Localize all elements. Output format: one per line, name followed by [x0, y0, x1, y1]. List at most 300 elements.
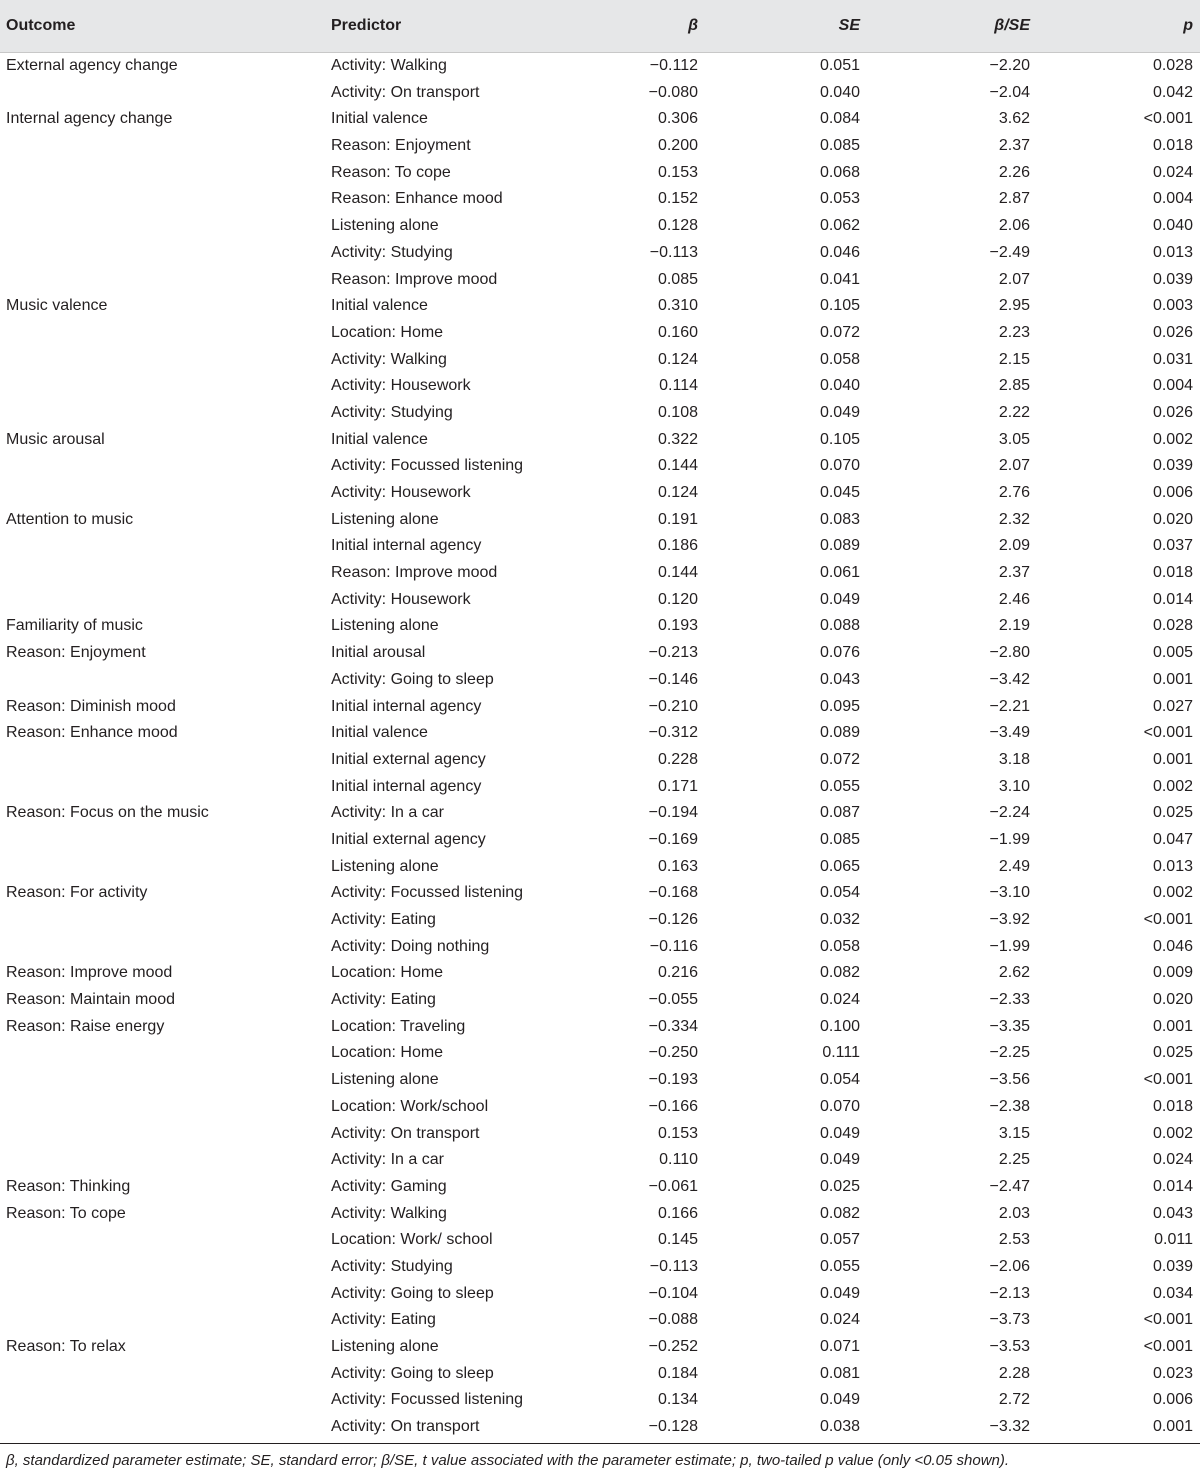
cell-se: 0.055	[819, 777, 860, 795]
cell-p-value: 0.027	[1152, 697, 1193, 715]
cell-t-value: 3.18	[998, 750, 1030, 768]
cell-p-value: 0.039	[1152, 457, 1193, 475]
cell-p-value: 0.001	[1152, 670, 1193, 688]
table-row	[0, 587, 1200, 614]
cell-predictor: Listening alone	[331, 1338, 439, 1355]
cell-p-value: <0.001	[1143, 1338, 1193, 1355]
table-row	[0, 186, 1200, 213]
cell-beta: −0.252	[648, 1338, 698, 1355]
cell-predictor: Location: Work/school	[331, 1097, 489, 1115]
cell-se: 0.038	[819, 1418, 860, 1436]
cell-t-value: 2.26	[998, 163, 1030, 181]
cell-p-value: 0.023	[1152, 1364, 1193, 1382]
header-beta: β	[688, 17, 698, 34]
cell-outcome: Reason: For activity	[6, 884, 148, 902]
table-row	[0, 53, 1200, 80]
cell-p-value: 0.002	[1152, 777, 1193, 795]
cell-t-value: 3.15	[998, 1124, 1030, 1142]
cell-p-value: 0.001	[1152, 1418, 1193, 1436]
header-p-value: p	[1183, 17, 1193, 34]
cell-beta: 0.114	[659, 377, 698, 395]
cell-t-value: 2.87	[998, 190, 1030, 208]
cell-t-value: −3.56	[989, 1071, 1030, 1089]
cell-se: 0.082	[819, 964, 860, 982]
table-row	[0, 80, 1200, 107]
cell-predictor: Initial arousal	[331, 644, 426, 662]
cell-p-value: 0.034	[1152, 1284, 1193, 1302]
cell-se: 0.045	[819, 484, 860, 501]
cell-predictor: Activity: Going to sleep	[331, 1284, 494, 1302]
cell-predictor: Listening alone	[331, 1071, 439, 1089]
cell-t-value: −2.21	[989, 697, 1030, 715]
table-row	[0, 453, 1200, 480]
cell-predictor: Activity: Eating	[331, 911, 436, 928]
table-row	[0, 694, 1200, 721]
cell-t-value: 2.07	[998, 270, 1030, 288]
cell-p-value: 0.026	[1152, 403, 1193, 421]
cell-beta: 0.193	[657, 617, 698, 635]
table-row	[0, 160, 1200, 187]
cell-se: 0.105	[819, 297, 860, 315]
cell-t-value: −2.25	[989, 1044, 1030, 1062]
table-row	[0, 480, 1200, 507]
cell-t-value: −1.99	[989, 830, 1030, 848]
table-row	[0, 827, 1200, 854]
cell-t-value: −3.49	[989, 724, 1030, 742]
cell-beta: −0.166	[648, 1097, 698, 1115]
table-row	[0, 560, 1200, 587]
table-row	[0, 880, 1200, 907]
cell-beta: −0.213	[648, 644, 698, 662]
cell-beta: −0.112	[649, 57, 698, 74]
cell-se: 0.100	[819, 1017, 860, 1035]
cell-outcome: External agency change	[6, 57, 178, 74]
cell-t-value: 2.06	[998, 217, 1030, 235]
cell-beta: −0.210	[648, 697, 698, 715]
cell-predictor: Listening alone	[331, 217, 439, 235]
cell-p-value: 0.025	[1152, 1044, 1193, 1062]
cell-beta: 0.310	[657, 297, 698, 315]
cell-se: 0.041	[819, 270, 860, 288]
cell-predictor: Location: Work/ school	[331, 1231, 493, 1249]
cell-se: 0.071	[819, 1338, 860, 1355]
cell-predictor: Activity: Doing nothing	[331, 937, 490, 955]
cell-t-value: 3.62	[998, 110, 1030, 128]
cell-se: 0.085	[819, 830, 860, 848]
cell-predictor: Initial internal agency	[331, 697, 482, 715]
cell-beta: −0.194	[648, 804, 698, 822]
cell-t-value: 2.32	[998, 510, 1030, 528]
table-row	[0, 774, 1200, 801]
table-row	[0, 347, 1200, 374]
cell-p-value: 0.020	[1152, 510, 1193, 528]
cell-p-value: <0.001	[1143, 110, 1193, 128]
cell-t-value: 2.23	[998, 323, 1030, 341]
cell-predictor: Location: Home	[331, 1044, 444, 1062]
cell-outcome: Reason: Diminish mood	[6, 697, 176, 715]
cell-se: 0.051	[819, 57, 860, 74]
cell-se: 0.053	[819, 190, 860, 208]
cell-se: 0.032	[819, 911, 860, 928]
cell-p-value: 0.018	[1152, 564, 1193, 582]
cell-se: 0.068	[819, 163, 860, 181]
cell-p-value: 0.031	[1152, 350, 1193, 368]
cell-se: 0.105	[819, 430, 860, 448]
cell-t-value: 2.76	[998, 484, 1030, 501]
cell-p-value: 0.013	[1152, 243, 1193, 261]
cell-beta: −0.080	[648, 83, 698, 101]
table-row	[0, 1121, 1200, 1148]
cell-t-value: 2.03	[998, 1204, 1030, 1222]
table-row	[0, 320, 1200, 347]
cell-beta: −0.126	[648, 911, 698, 928]
cell-t-value: 3.05	[998, 430, 1030, 448]
cell-beta: 0.144	[657, 564, 698, 582]
cell-beta: 0.200	[657, 137, 698, 155]
cell-beta: −0.061	[648, 1177, 698, 1195]
table-row	[0, 1414, 1200, 1441]
table-row	[0, 1040, 1200, 1067]
cell-se: 0.054	[819, 1071, 860, 1089]
cell-t-value: 2.46	[998, 590, 1030, 608]
cell-p-value: 0.026	[1152, 323, 1193, 341]
cell-p-value: 0.002	[1152, 884, 1193, 902]
cell-se: 0.088	[819, 617, 860, 635]
cell-se: 0.046	[819, 243, 860, 261]
cell-beta: −0.193	[648, 1071, 698, 1089]
cell-p-value: 0.020	[1152, 991, 1193, 1009]
cell-predictor: Activity: Focussed listening	[331, 884, 524, 902]
cell-p-value: 0.039	[1152, 270, 1193, 288]
cell-predictor: Location: Home	[331, 323, 444, 341]
cell-se: 0.089	[819, 537, 860, 555]
cell-se: 0.058	[819, 350, 860, 368]
header-predictor: Predictor	[331, 17, 402, 34]
cell-se: 0.049	[819, 1284, 860, 1302]
cell-t-value: −2.38	[989, 1097, 1030, 1115]
cell-beta: 0.306	[657, 110, 698, 128]
cell-p-value: 0.004	[1152, 190, 1193, 208]
cell-beta: −0.055	[648, 991, 698, 1009]
header-outcome: Outcome	[6, 17, 76, 34]
cell-se: 0.057	[819, 1231, 860, 1249]
table-row	[0, 1281, 1200, 1308]
cell-se: 0.065	[819, 857, 860, 875]
cell-p-value: 0.001	[1152, 750, 1193, 768]
cell-beta: −0.312	[648, 724, 698, 742]
table-row	[0, 987, 1200, 1014]
cell-p-value: 0.043	[1152, 1204, 1193, 1222]
cell-predictor: Activity: On transport	[331, 1418, 480, 1436]
cell-se: 0.040	[819, 83, 860, 101]
cell-predictor: Listening alone	[331, 510, 439, 528]
cell-t-value: 2.28	[998, 1364, 1030, 1382]
cell-predictor: Activity: Studying	[331, 403, 453, 421]
cell-beta: −0.128	[648, 1418, 698, 1436]
cell-beta: 0.124	[657, 484, 698, 501]
cell-p-value: 0.013	[1152, 857, 1193, 875]
cell-p-value: 0.009	[1152, 964, 1193, 982]
table-row	[0, 373, 1200, 400]
cell-t-value: −2.20	[989, 57, 1030, 74]
cell-t-value: 2.07	[998, 457, 1030, 475]
header-t-value: β/SE	[994, 17, 1030, 34]
cell-beta: 0.171	[657, 777, 698, 795]
cell-t-value: −3.42	[989, 670, 1030, 688]
cell-se: 0.061	[819, 564, 860, 582]
cell-t-value: 2.15	[998, 350, 1030, 368]
table-footnote: β, standardized parameter estimate; SE, standard error; β/SE, t value associated with the parameter estimate; p, two-tailed p value (only <0.05 shown).	[6, 1452, 1010, 1469]
table-row	[0, 800, 1200, 827]
cell-beta: 0.153	[657, 163, 698, 181]
table-row	[0, 667, 1200, 694]
table-row	[0, 507, 1200, 534]
cell-p-value: 0.005	[1152, 644, 1193, 662]
cell-t-value: 2.19	[998, 617, 1030, 635]
cell-se: 0.054	[819, 884, 860, 902]
cell-beta: 0.216	[657, 964, 698, 982]
cell-p-value: 0.040	[1152, 217, 1193, 235]
cell-t-value: −2.33	[989, 991, 1030, 1009]
cell-beta: 0.128	[657, 217, 698, 235]
cell-predictor: Initial internal agency	[331, 537, 482, 555]
cell-predictor: Activity: Walking	[331, 350, 447, 368]
cell-p-value: 0.047	[1152, 830, 1193, 848]
cell-p-value: 0.025	[1152, 804, 1193, 822]
cell-beta: 0.166	[657, 1204, 698, 1222]
cell-se: 0.040	[819, 377, 860, 395]
cell-p-value: <0.001	[1143, 1311, 1193, 1329]
cell-t-value: −3.92	[989, 911, 1030, 928]
cell-beta: −0.168	[648, 884, 698, 902]
table-row	[0, 720, 1200, 747]
cell-beta: 0.160	[657, 323, 698, 341]
cell-se: 0.072	[819, 323, 860, 341]
cell-p-value: 0.018	[1152, 137, 1193, 155]
cell-beta: −0.334	[648, 1017, 698, 1035]
cell-predictor: Activity: Eating	[331, 991, 436, 1009]
cell-outcome: Reason: To cope	[6, 1204, 126, 1222]
cell-beta: 0.191	[657, 510, 698, 528]
cell-outcome: Attention to music	[6, 510, 134, 528]
cell-beta: −0.088	[648, 1311, 698, 1329]
cell-se: 0.058	[819, 937, 860, 955]
cell-beta: −0.113	[649, 1257, 698, 1275]
cell-p-value: 0.018	[1152, 1097, 1193, 1115]
table-bottom-rule	[0, 1443, 1200, 1444]
cell-p-value: <0.001	[1143, 911, 1193, 928]
cell-predictor: Location: Traveling	[331, 1017, 466, 1035]
table-row	[0, 267, 1200, 294]
table-row	[0, 960, 1200, 987]
cell-se: 0.085	[819, 137, 860, 155]
cell-outcome: Reason: Thinking	[6, 1177, 131, 1195]
cell-beta: 0.108	[657, 403, 698, 421]
cell-se: 0.082	[819, 1204, 860, 1222]
cell-predictor: Activity: Studying	[331, 1257, 453, 1275]
cell-se: 0.089	[819, 724, 860, 742]
cell-outcome: Familiarity of music	[6, 617, 143, 635]
cell-t-value: 2.22	[998, 403, 1030, 421]
cell-se: 0.049	[819, 1124, 860, 1142]
cell-t-value: −2.24	[989, 804, 1030, 822]
cell-beta: −0.169	[648, 830, 698, 848]
cell-t-value: −3.32	[989, 1418, 1030, 1436]
cell-predictor: Initial valence	[331, 110, 428, 128]
cell-p-value: 0.006	[1152, 1391, 1193, 1409]
cell-predictor: Reason: Enhance mood	[331, 190, 503, 208]
cell-se: 0.025	[819, 1177, 860, 1195]
table-row	[0, 293, 1200, 320]
cell-outcome: Reason: Enjoyment	[6, 644, 146, 662]
cell-outcome: Reason: Raise energy	[6, 1017, 165, 1035]
cell-beta: −0.113	[649, 243, 698, 261]
cell-p-value: 0.001	[1152, 1017, 1193, 1035]
cell-outcome: Internal agency change	[6, 110, 173, 128]
table-row	[0, 213, 1200, 240]
cell-t-value: 2.62	[998, 964, 1030, 982]
cell-predictor: Location: Home	[331, 964, 444, 982]
cell-predictor: Initial external agency	[331, 830, 486, 848]
cell-outcome: Reason: Maintain mood	[6, 991, 175, 1009]
table-row	[0, 907, 1200, 934]
cell-outcome: Reason: Improve mood	[6, 964, 173, 982]
cell-predictor: Listening alone	[331, 617, 439, 635]
table-row	[0, 747, 1200, 774]
cell-predictor: Activity: Gaming	[331, 1177, 447, 1195]
cell-predictor: Reason: Enjoyment	[331, 137, 471, 155]
table-row	[0, 240, 1200, 267]
cell-p-value: 0.028	[1152, 57, 1193, 74]
cell-se: 0.095	[819, 697, 860, 715]
cell-t-value: 2.25	[998, 1151, 1030, 1169]
cell-predictor: Activity: Focussed listening	[331, 457, 524, 475]
cell-p-value: 0.003	[1152, 297, 1193, 315]
cell-predictor: Activity: Studying	[331, 243, 453, 261]
cell-se: 0.084	[819, 110, 860, 128]
table-row	[0, 1334, 1200, 1361]
table-row	[0, 934, 1200, 961]
cell-predictor: Activity: Eating	[331, 1311, 436, 1329]
table-row	[0, 106, 1200, 133]
table-row	[0, 1307, 1200, 1334]
cell-outcome: Reason: Focus on the music	[6, 804, 209, 822]
cell-p-value: 0.039	[1152, 1257, 1193, 1275]
cell-predictor: Initial external agency	[331, 750, 486, 768]
table-row	[0, 1387, 1200, 1414]
table-row	[0, 1014, 1200, 1041]
cell-beta: 0.163	[657, 857, 698, 875]
cell-t-value: 2.49	[998, 857, 1030, 875]
cell-predictor: Reason: Improve mood	[331, 564, 498, 582]
cell-p-value: 0.002	[1152, 430, 1193, 448]
cell-p-value: 0.011	[1154, 1231, 1193, 1249]
cell-outcome: Music valence	[6, 297, 108, 315]
cell-predictor: Activity: On transport	[331, 83, 480, 101]
cell-se: 0.062	[819, 217, 860, 235]
cell-se: 0.083	[819, 510, 860, 528]
cell-t-value: −2.49	[989, 243, 1030, 261]
cell-se: 0.055	[819, 1257, 860, 1275]
table-row	[0, 1254, 1200, 1281]
cell-beta: 0.134	[657, 1391, 698, 1409]
cell-p-value: 0.014	[1152, 1177, 1193, 1195]
cell-t-value: 2.72	[998, 1391, 1030, 1409]
table-row	[0, 1227, 1200, 1254]
cell-outcome: Music arousal	[6, 430, 105, 448]
cell-predictor: Activity: In a car	[331, 1151, 444, 1169]
cell-t-value: −2.13	[989, 1284, 1030, 1302]
cell-predictor: Activity: Housework	[331, 590, 471, 608]
cell-predictor: Activity: Housework	[331, 377, 471, 395]
cell-beta: 0.184	[657, 1364, 698, 1382]
cell-se: 0.087	[819, 804, 860, 822]
cell-t-value: −1.99	[989, 937, 1030, 955]
cell-se: 0.081	[819, 1364, 860, 1382]
cell-t-value: 2.37	[998, 564, 1030, 582]
cell-se: 0.111	[822, 1044, 860, 1062]
cell-t-value: 3.10	[998, 777, 1030, 795]
cell-beta: 0.322	[657, 430, 698, 448]
table-row	[0, 133, 1200, 160]
cell-t-value: 2.09	[998, 537, 1030, 555]
cell-p-value: 0.028	[1152, 617, 1193, 635]
table-row	[0, 400, 1200, 427]
cell-se: 0.049	[819, 1391, 860, 1409]
table-body	[0, 53, 1200, 1441]
cell-beta: 0.124	[657, 350, 698, 368]
cell-t-value: 2.95	[998, 297, 1030, 315]
table-row	[0, 854, 1200, 881]
cell-beta: 0.120	[657, 590, 698, 608]
cell-beta: −0.104	[648, 1284, 698, 1302]
cell-predictor: Activity: Housework	[331, 484, 471, 501]
cell-t-value: −3.53	[989, 1338, 1030, 1355]
cell-beta: 0.144	[657, 457, 698, 475]
cell-beta: 0.110	[659, 1151, 698, 1169]
cell-p-value: 0.024	[1152, 1151, 1193, 1169]
cell-t-value: −2.80	[989, 644, 1030, 662]
cell-beta: 0.228	[657, 750, 698, 768]
cell-p-value: 0.037	[1152, 537, 1193, 555]
cell-p-value: 0.024	[1152, 163, 1193, 181]
cell-t-value: −2.04	[989, 83, 1030, 101]
cell-predictor: Activity: Going to sleep	[331, 1364, 494, 1382]
cell-predictor: Initial valence	[331, 430, 428, 448]
cell-p-value: 0.014	[1152, 590, 1193, 608]
cell-beta: 0.085	[657, 270, 698, 288]
cell-t-value: −3.10	[989, 884, 1030, 902]
cell-predictor: Initial valence	[331, 724, 428, 742]
cell-beta: −0.146	[648, 670, 698, 688]
cell-se: 0.024	[819, 1311, 860, 1329]
cell-se: 0.072	[819, 750, 860, 768]
cell-p-value: 0.046	[1152, 937, 1193, 955]
cell-predictor: Initial valence	[331, 297, 428, 315]
cell-predictor: Reason: Improve mood	[331, 270, 498, 288]
table-row	[0, 1094, 1200, 1121]
cell-predictor: Listening alone	[331, 857, 439, 875]
cell-predictor: Activity: Walking	[331, 57, 447, 74]
table-row	[0, 1147, 1200, 1174]
cell-predictor: Initial internal agency	[331, 777, 482, 795]
cell-beta: 0.145	[657, 1231, 698, 1249]
cell-se: 0.076	[819, 644, 860, 662]
cell-beta: 0.153	[657, 1124, 698, 1142]
cell-predictor: Activity: Going to sleep	[331, 670, 494, 688]
cell-predictor: Reason: To cope	[331, 163, 451, 181]
table-row	[0, 1201, 1200, 1228]
